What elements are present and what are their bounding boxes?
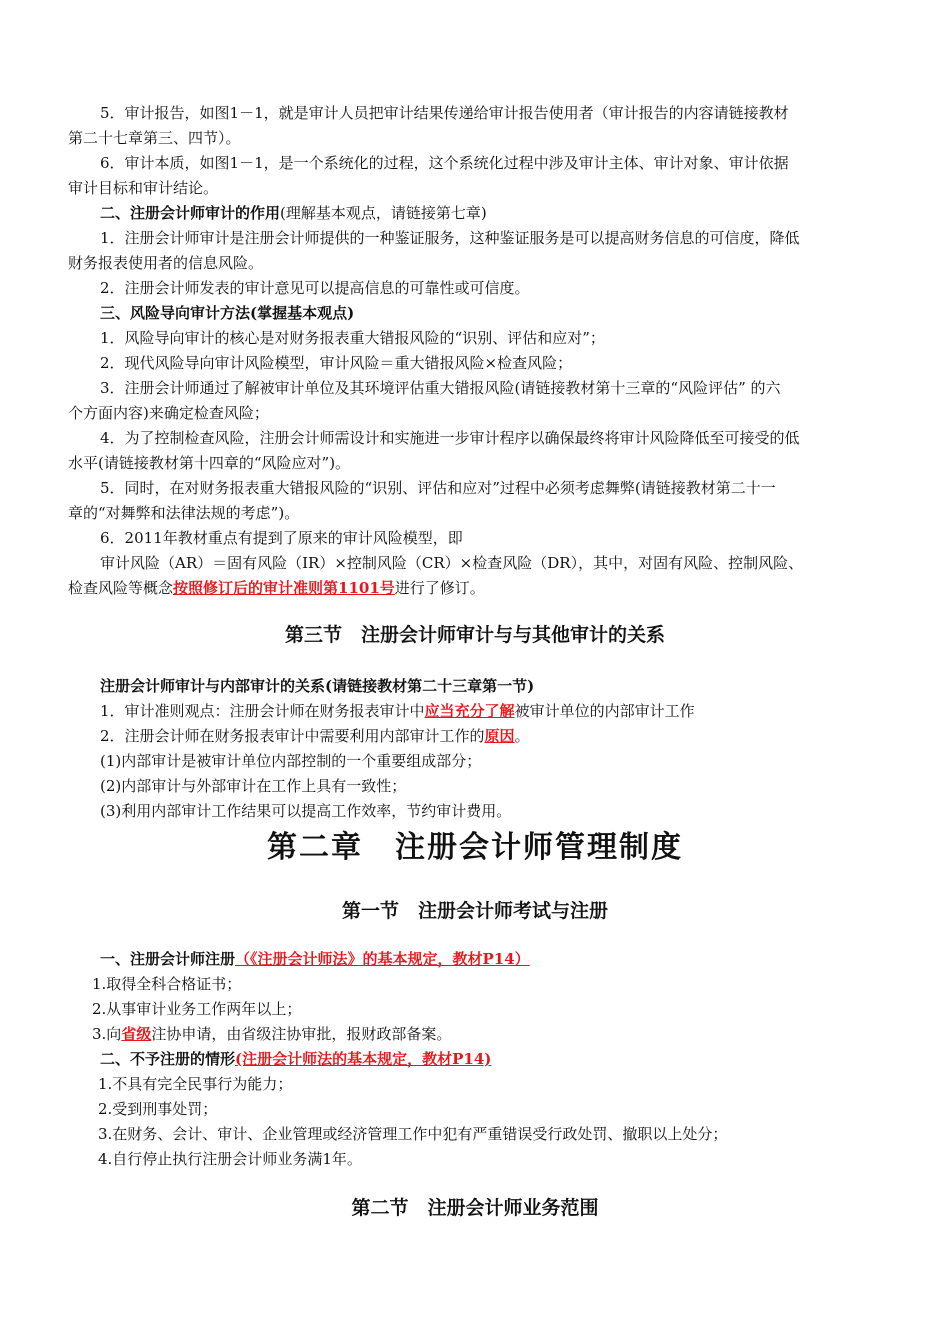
risk-item-3-line2: 个方面内容)来确定检查风险； bbox=[68, 404, 269, 422]
item-1-post: 被审计单位的内部审计工作 bbox=[514, 702, 695, 720]
paragraph-5-line1: 5．审计报告，如图1－1，就是审计人员把审计结果传递给审计报告使用者（审计报告的内容请链接教材 bbox=[100, 104, 789, 122]
registration-item-3 bbox=[0, 1022, 950, 1046]
paragraph-6-line1: 6．审计本质，如图1－1，是一个系统化的过程，这个系统化过程中涉及审计主体、审计对象、审计依据 bbox=[100, 154, 789, 172]
internal-audit-subtitle: 注册会计师审计与内部审计的关系(请链接教材第二十三章第一节) bbox=[100, 677, 535, 695]
section-3-title: 第三节 注册会计师审计与与其他审计的关系 bbox=[284, 624, 665, 646]
risk-item-4-line1: 4．为了控制检查风险，注册会计师需设计和实施进一步审计程序以确保最终将审计风险降低至可接受的低 bbox=[100, 429, 800, 447]
heading-role-note: (理解基本观点，请链接第七章) bbox=[280, 204, 487, 222]
risk-item-5-line1: 5．同时，在对财务报表重大错报风险的“识别、评估和应对”过程中必须考虑舞弊(请链接教材第二十一 bbox=[100, 479, 776, 497]
registration-bold: 一、注册会计师注册 bbox=[100, 950, 236, 968]
risk-model-post: 进行了修订。 bbox=[394, 579, 485, 597]
registration-item-2: 2.从事审计业务工作两年以上； bbox=[92, 1000, 302, 1018]
paragraph-5-line2: 第二十七章第三、四节）。 bbox=[68, 129, 241, 147]
role-item-1-line2: 财务报表使用者的信息风险。 bbox=[68, 254, 264, 272]
item-1-emphasis: 应当充分了解 bbox=[424, 702, 515, 720]
risk-model-line1: 审计风险（AR）＝固有风险（IR）×控制风险（CR）×检查风险（DR），其中，对固有风险、控制风险、 bbox=[100, 554, 804, 572]
not-registered-bold: 二、不予注册的情形 bbox=[100, 1050, 236, 1068]
not-registered-item-4: 4.自行停止执行注册会计师业务满1年。 bbox=[98, 1150, 362, 1168]
risk-item-6: 6．2011年教材重点有提到了原来的审计风险模型，即 bbox=[100, 529, 463, 547]
item-3-post: 注协申请，由省级注协审批，报财政部备案。 bbox=[151, 1025, 452, 1043]
chapter-2-section-2-title: 第二节 注册会计师业务范围 bbox=[351, 1197, 599, 1219]
paragraph-6-line2: 审计目标和审计结论。 bbox=[68, 179, 219, 197]
item-2-pre: 2．注册会计师在财务报表审计中需要利用内部审计工作的 bbox=[100, 727, 485, 745]
heading-risk-oriented-audit: 三、风险导向审计方法(掌握基本观点) bbox=[100, 304, 355, 322]
risk-item-2: 2．现代风险导向审计风险模型，审计风险＝重大错报风险×检查风险； bbox=[100, 354, 573, 372]
risk-model-line2 bbox=[0, 576, 950, 600]
heading-registration bbox=[0, 947, 950, 971]
not-registered-item-2: 2.受到刑事处罚； bbox=[98, 1100, 218, 1118]
item-2-post: 。 bbox=[514, 727, 530, 745]
internal-audit-item-1 bbox=[0, 699, 950, 723]
heading-role-bold: 二、注册会计师审计的作用 bbox=[100, 204, 281, 222]
reason-3: (3)利用内部审计工作结果可以提高工作效率，节约审计费用。 bbox=[100, 802, 512, 820]
item-3-pre: 3.向 bbox=[92, 1025, 122, 1043]
item-3-emphasis: 省级 bbox=[121, 1025, 152, 1043]
role-item-2: 2．注册会计师发表的审计意见可以提高信息的可靠性或可信度。 bbox=[100, 279, 530, 297]
reason-2: (2)内部审计与外部审计在工作上具有一致性； bbox=[100, 777, 407, 795]
heading-not-registered bbox=[0, 1047, 950, 1071]
risk-item-1: 1．风险导向审计的核心是对财务报表重大错报风险的“识别、评估和应对”； bbox=[100, 329, 605, 347]
chapter-2-section-1-title: 第一节 注册会计师考试与注册 bbox=[341, 900, 608, 922]
not-registered-item-1: 1.不具有完全民事行为能力； bbox=[98, 1075, 293, 1093]
registration-item-1: 1.取得全科合格证书； bbox=[92, 975, 242, 993]
item-1-pre: 1．审计准则观点：注册会计师在财务报表审计中 bbox=[100, 702, 425, 720]
internal-audit-item-2 bbox=[0, 724, 950, 748]
registration-reference: （《注册会计师法》的基本规定，教材P14） bbox=[235, 950, 530, 968]
role-item-1-line1: 1．注册会计师审计是注册会计师提供的一种鉴证服务，这种鉴证服务是可以提高财务信息的可信度，降低 bbox=[100, 229, 800, 247]
chapter-2-title: 第二章 注册会计师管理制度 bbox=[267, 830, 683, 865]
risk-item-5-line2: 章的“对舞弊和法律法规的考虑”)。 bbox=[68, 504, 300, 522]
risk-item-3-line1: 3．注册会计师通过了解被审计单位及其环境评估重大错报风险(请链接教材第十三章的“风险评估” 的六 bbox=[100, 379, 781, 397]
risk-model-pre: 检查风险等概念 bbox=[68, 579, 174, 597]
item-2-emphasis: 原因 bbox=[484, 727, 515, 745]
revised-standard-1101-link: 按照修订后的审计准则第1101号 bbox=[173, 579, 395, 597]
heading-role-of-cpa-audit bbox=[0, 201, 950, 225]
not-registered-item-3: 3.在财务、会计、审计、企业管理或经济管理工作中犯有严重错误受行政处罚、撤职以上处分； bbox=[98, 1125, 728, 1143]
risk-item-4-line2: 水平(请链接教材第十四章的“风险应对”)。 bbox=[68, 454, 351, 472]
reason-1: (1)内部审计是被审计单位内部控制的一个重要组成部分； bbox=[100, 752, 482, 770]
not-registered-reference: (注册会计师法的基本规定，教材P14) bbox=[235, 1050, 492, 1068]
